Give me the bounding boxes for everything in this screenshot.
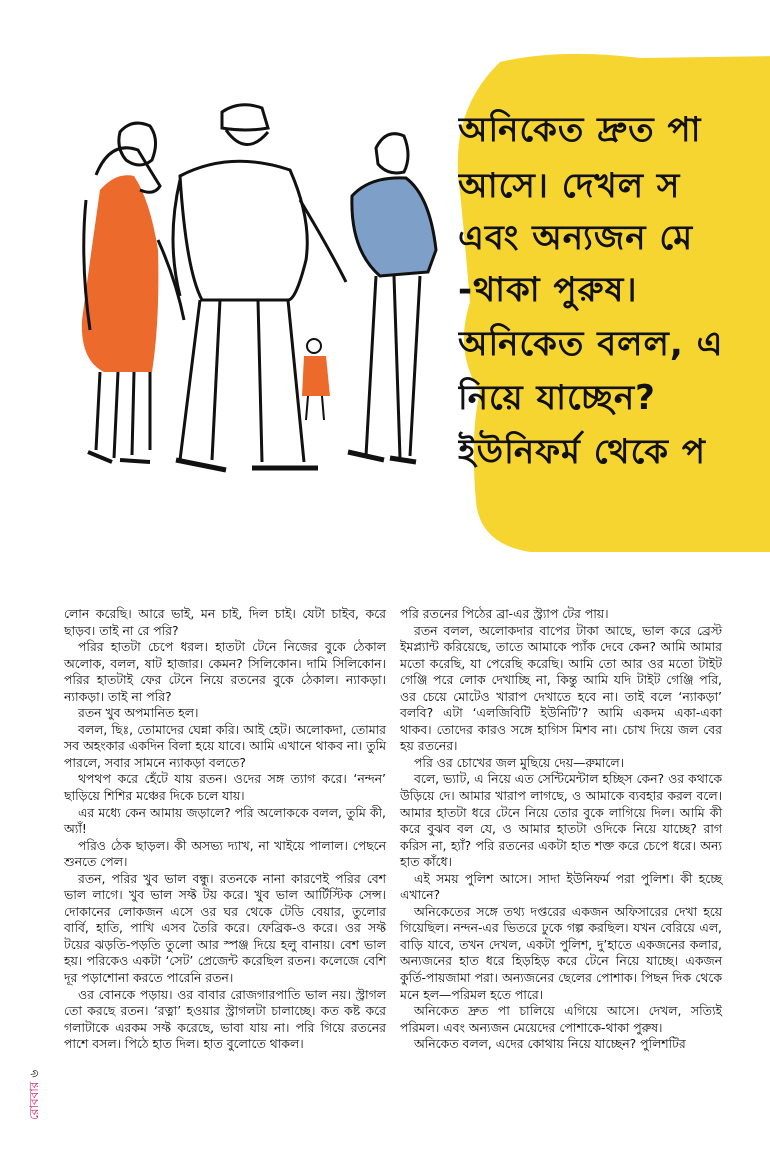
callout-line-5: অনিকেত বলল, এ (458, 324, 724, 364)
paragraph: রতন, পরির খুব ভাল বন্ধু। রতনকে নানা কারণেই পরির বেশ ভাল লাগে। খুব ভাল সফ্ট টয় করে। খুব ভাল আর্টিস্টিক সেন্স। দোকানের লোকজন এসে ওর ঘর থেকে টেডি বেয়ার, তুলোর বার্বি, হাতি, পাখি এসব তৈরি করে। ফেব্রিক-ও করে। ওর সফ্ট টয়ের ঝড়তি-পড়তি তুলো আর স্পঞ্জ দিয়ে হলু বানায়। বেশ ভাল হয়। পরিকেও একটা ‘সেট’ প্রেজেন্ট করেছিল রতন। কলেজে বেশি দূর পড়াশোনা করতে পারেনি রতন। (64, 870, 386, 986)
policeman-figure (173, 105, 346, 470)
article-left-column (64, 606, 386, 1053)
magazine-name: রোববার (27, 1081, 41, 1120)
paragraph: থপথপ করে হেঁটে যায় রতন। ওদের সঙ্গ ত্যাগ করে। ‘নন্দন’ ছাড়িয়ে শিশির মঞ্চের দিকে চলে যায়। (64, 771, 386, 804)
paragraph: অনিকেত দ্রুত পা চালিয়ে এগিয়ে আসে। দেখল, সত্যিই পরিমল। এবং অন্যজন মেয়েদের পোশাকে-থাকা পুরুষ। (400, 1003, 722, 1035)
paragraph: রতন বলল, অলোকদার বাপের টাকা আছে, ভাল করে ব্রেস্ট ইমপ্ল্যান্ট করিয়েছে, তাতে আমাকে প্যাঁক দেবে কেন? আমি আমার মতো করেছি, যা পেরেছি করেছি। আমি তো আর ওর মতো টাইট গেঞ্জি পরে লোক দেখাচ্ছি না, কিন্তু আমি যদি টাইট গেঞ্জি পরি, ওর চেয়ে মোটেও খারাপ দেখাতে হবে না। তাই বলে ‘ন্যাকড়া’ বলবি? এটা ‘এলজিবিটি ইউনিটি’? আমি একদম একা-একা থাকব। তোদের কারও সঙ্গে হাগিস মিশব না। চোখ দিয়ে জল বের হয় রতনের। (400, 622, 722, 754)
paragraph: পরির হাতটা চেপে ধরল। হাতটা টেনে নিজের বুকে ঠেকাল অলোক, বলল, ষাট হাজার। কেমন? সিলিকোন। দামি সিলিকোন। পরির হাতটাই ফের টেনে নিয়ে রতনের বুকে ঠেকাল। ন্যাকড়া। ন্যাকড়া। তাই না পরি? (64, 639, 386, 704)
callout-line-4: -থাকা পুরুষ। (458, 270, 638, 310)
man-figure (348, 134, 436, 462)
paragraph: পরি ওর চোখের জল মুছিয়ে দেয়—রুমালে। (414, 754, 625, 770)
article-right-column (400, 606, 722, 1053)
paragraph: অনিকেত বলল, এদের কোথায় নিয়ে যাচ্ছেন? পুলিশটির (414, 1036, 686, 1052)
paragraph: রতন খুব অপমানিত হল। (78, 705, 199, 721)
paragraph: এই সময় পুলিশ আসে। সাদা ইউনিফর্ম পরা পুলিশ। কী হচ্ছে এখানে? (400, 870, 722, 903)
page-number: ৬ (27, 1069, 41, 1078)
page-folio (26, 1070, 46, 1120)
paragraph: পরি রতনের পিঠের ব্রা-এর স্ট্র্যাপ টের পায়। (400, 606, 609, 621)
callout-line-1: অনিকেত দ্রুত পা (458, 110, 702, 150)
paragraph: পরিও ঠেক ছাড়ল। কী অসভ্য দ্যাখ, না খাইয়ে পালাল। পেছনে শুনতে পেল। (64, 837, 386, 870)
paragraph: অনিকেতের সঙ্গে তথ্য দপ্তরের একজন অফিসারের দেখা হয়ে গিয়েছিল। নন্দন-এর ভিতরে ঢুকে গল্প করছিল। যখন বেরিয়ে এল, বাড়ি যাবে, তখন দেখল, একটা পুলিশ, দু’হাতে একজনের কলার, অন্যজনের হাত ধরে হিড়হিড় করে টেনে নিয়ে যাচ্ছে। একজন কুর্তি-পায়জামা পরা। অন্যজনের ছেলের পোশাক। পিছন দিক থেকে মনে হল—পরিমল হতে পারে। (400, 903, 722, 1002)
paragraph: এর মধ্যে কেন আমায় জড়ালে? পরি অলোককে বলল, তুমি কী, অ্যাঁ! (64, 804, 386, 837)
paragraph: বলল, ছিঃ, তোমাদের ঘেন্না করি। আই হেট। অলোকদা, তোমার সব অহংকার একদিন বিলা হয়ে যাবে। আমি এখানে থাকব না। তুমি পারলে, সবার সামনে ন্যাকড়া বলতে? (64, 721, 386, 770)
callout-line-7: ইউনিফর্ম থেকে প (458, 432, 706, 472)
callout-line-3: এবং অন্যজন মে (458, 218, 694, 258)
paragraph: ওর বোনকে পড়ায়। ওর বাবার রোজগারপাতি ভাল নয়। স্ট্রাগল তো করছে রতন। ‘রত্না’ হওয়ার স্ট্রাগলটা চালাচ্ছে। কত কষ্ট করে গলাটাকে এরকম সফ্ট করেছে, ভাবা যায় না। পরি গিয়ে রতনের পাশে বসল। পিঠে হাত দিল। হাত বুলোতে থাকল। (64, 986, 386, 1052)
woman-figure (82, 123, 184, 462)
paragraph: বলে, ভ্যাট, এ নিয়ে এত সেন্টিমেন্টাল হচ্ছিস কেন? ওর কথাকে উড়িয়ে দে। আমার খারাপ লাগছে, ও আমাকে ব্যবহার করল বলে। আমার হাতটা ধরে টেনে নিয়ে তোর বুকে লাগিয়ে দিল। আমি কী করে বুঝব বল যে, ও আমার হাতটা ওদিকে নিয়ে যাচ্ছে? রাগ করিস না, হ্যাঁ? পরি রতনের একটা হাত শক্ত করে চেপে ধরে। অন্য হাত কাঁধে। (400, 771, 722, 870)
paragraph: লোন করেছি। আরে ভাই, মন চাই, দিল চাই। যেটা চাইব, করে ছাড়ব। তাই না রে পরি? (64, 606, 386, 638)
callout-line-6: নিয়ে যাচ্ছেন? (458, 378, 656, 418)
callout-line-2: আসে। দেখল স (458, 166, 681, 206)
small-figure (302, 339, 330, 420)
